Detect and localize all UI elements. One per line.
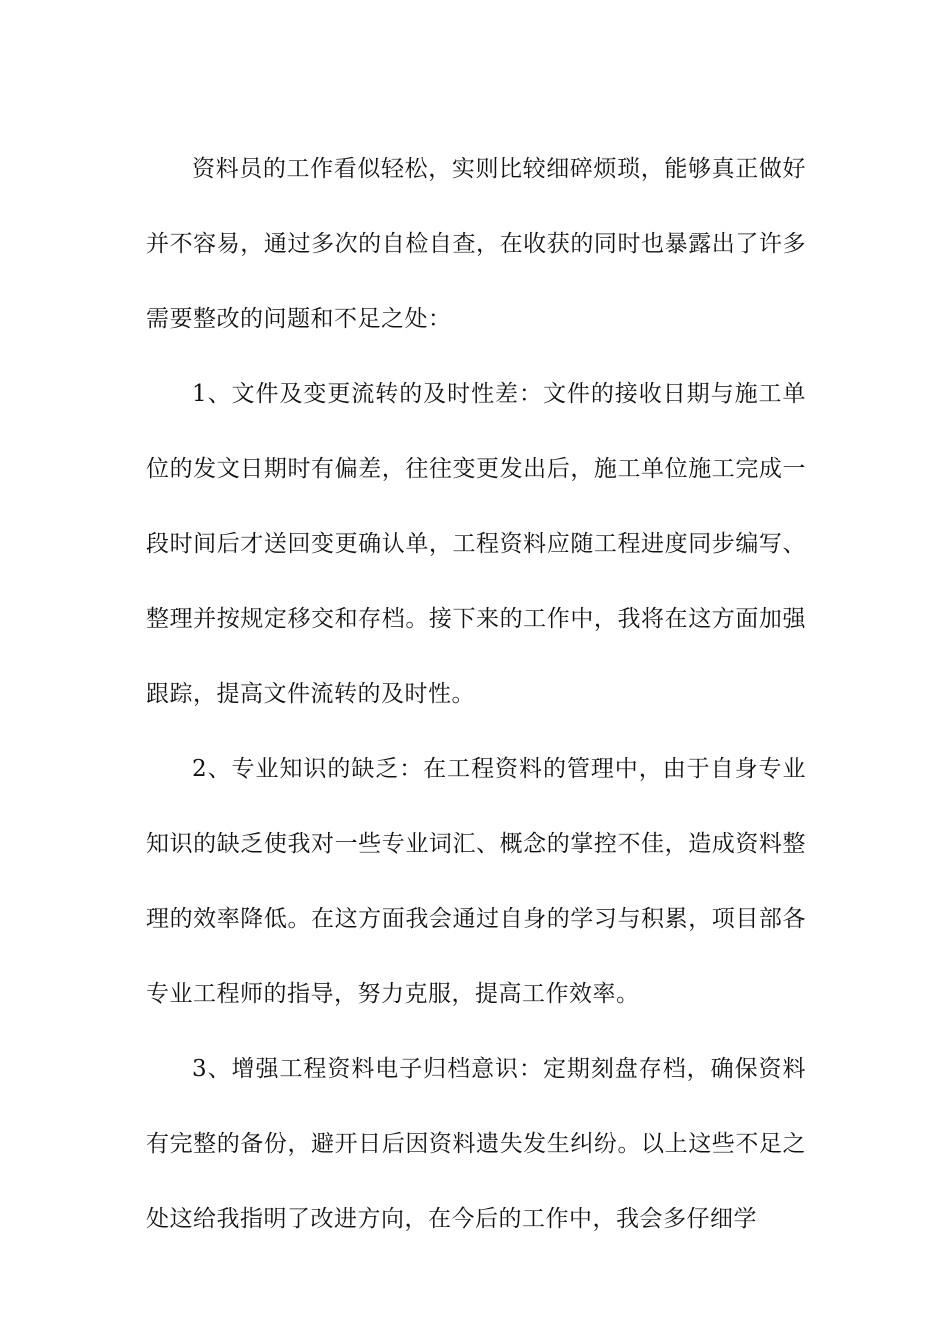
paragraph-item-1: 1、文件及变更流转的及时性差：文件的接收日期与施工单位的发文日期时有偏差，往往变更发出后，施工单位施工完成一段时间后才送回变更确认单，工程资料应随工程进度同步编写、整理并按规定移交和存档。接下来的工作中，我将在这方面加强跟踪，提高文件流转的及时性。 <box>146 381 806 707</box>
paragraph-item-2: 2、专业知识的缺乏：在工程资料的管理中，由于自身专业知识的缺乏使我对一些专业词汇、概念的掌控不佳，造成资料整理的效率降低。在这方面我会通过自身的学习与积累，项目部各专业工程师的指导，努力克服，提高工作效率。 <box>146 756 806 1007</box>
document-page <box>146 132 806 1257</box>
paragraph-item-3: 3、增强工程资料电子归档意识：定期刻盘存档，确保资料有完整的备份，避开日后因资料遗失发生纠纷。以上这些不足之处这给我指明了改进方向，在今后的工作中，我会多仔细学 <box>146 1056 806 1232</box>
paragraph-intro: 资料员的工作看似轻松，实则比较细碎烦琐，能够真正做好并不容易，通过多次的自检自查，在收获的同时也暴露出了许多需要整改的问题和不足之处： <box>146 156 806 332</box>
